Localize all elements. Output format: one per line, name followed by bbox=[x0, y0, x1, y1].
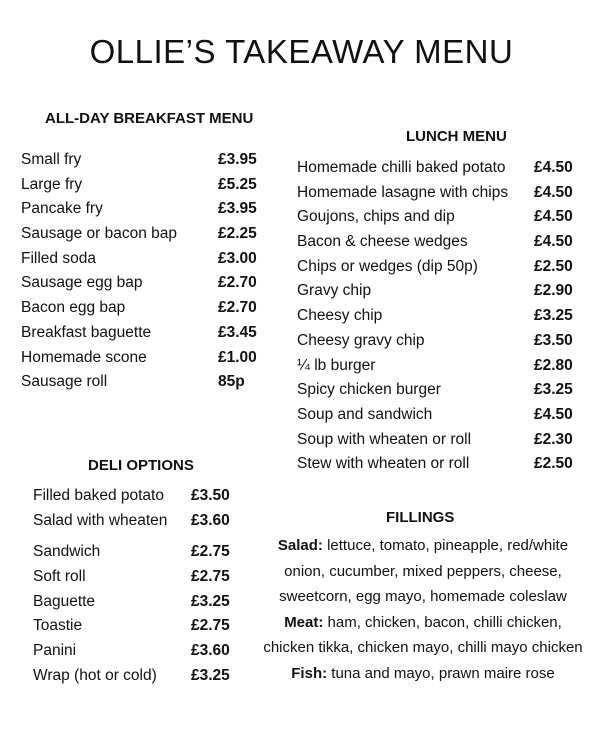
item-name: Soup with wheaten or roll bbox=[297, 430, 472, 448]
menu-item bbox=[33, 667, 253, 692]
item-name: Homemade lasagne with chips bbox=[297, 183, 509, 201]
menu-item bbox=[33, 568, 253, 593]
item-name: Gravy chip bbox=[297, 282, 372, 300]
item-name: Small fry bbox=[21, 151, 82, 168]
meat-text: ham, chicken, bacon, chilli chicken, chicken tikka, chicken mayo, chilli mayo chicken bbox=[263, 613, 583, 657]
salad-text: lettuce, tomato, pineapple, red/white onion, cucumber, mixed peppers, cheese, sweetcorn, egg mayo, homemade coleslaw bbox=[279, 537, 569, 606]
item-name: Wrap (hot or cold) bbox=[33, 666, 157, 684]
item-name: Sausage roll bbox=[21, 373, 108, 391]
item-name: Bacon & cheese wedges bbox=[297, 233, 468, 251]
menu-item bbox=[21, 324, 271, 349]
deli-list bbox=[33, 487, 253, 692]
item-name: ¼ lb burger bbox=[297, 356, 376, 374]
fillings-fish bbox=[262, 661, 584, 687]
item-name: Spicy chicken burger bbox=[297, 381, 441, 399]
item-name: Homemade scone bbox=[21, 348, 147, 366]
item-name: Chips or wedges (dip 50p) bbox=[297, 257, 478, 275]
item-name: Panini bbox=[33, 642, 77, 660]
item-name: Salad with wheaten bbox=[33, 511, 168, 529]
menu-item bbox=[21, 225, 271, 250]
item-price: £5.25 bbox=[218, 175, 257, 193]
item-price: £2.70 bbox=[218, 274, 257, 292]
item-name: Soup and sandwich bbox=[297, 405, 433, 423]
menu-item bbox=[21, 349, 271, 374]
item-price: £3.25 bbox=[191, 592, 230, 610]
item-price: £3.60 bbox=[191, 511, 230, 529]
menu-item bbox=[297, 455, 587, 480]
menu-item bbox=[21, 200, 271, 225]
item-name: Baguette bbox=[33, 592, 96, 610]
salad-label: Salad: bbox=[277, 537, 323, 554]
item-price: £3.95 bbox=[218, 200, 257, 218]
item-price: £2.50 bbox=[534, 455, 573, 473]
item-name: Toastie bbox=[33, 617, 83, 635]
item-name: Filled baked potato bbox=[33, 487, 164, 504]
fish-label: Fish: bbox=[291, 664, 328, 682]
meat-label: Meat: bbox=[284, 613, 324, 631]
item-price: £2.50 bbox=[534, 257, 573, 275]
item-price: £4.50 bbox=[534, 208, 573, 226]
item-price: £2.25 bbox=[218, 225, 257, 243]
item-price: £4.50 bbox=[534, 233, 573, 251]
item-name: Stew with wheaten or roll bbox=[297, 455, 470, 473]
item-price: £1.00 bbox=[218, 348, 257, 366]
item-price: £2.75 bbox=[191, 617, 230, 635]
item-price: £4.50 bbox=[534, 159, 573, 176]
item-price: £2.75 bbox=[191, 568, 230, 586]
item-name: Sausage egg bap bbox=[21, 274, 143, 292]
menu-item bbox=[297, 258, 587, 283]
menu-item bbox=[33, 642, 253, 667]
menu-item bbox=[297, 381, 587, 406]
menu-item bbox=[297, 184, 587, 209]
menu-item bbox=[33, 487, 253, 512]
item-name: Homemade chilli baked potato bbox=[297, 159, 506, 176]
item-name: Soft roll bbox=[33, 568, 86, 586]
fish-text: tuna and mayo, prawn maire rose bbox=[327, 664, 555, 682]
item-name: Pancake fry bbox=[21, 200, 103, 218]
menu-item bbox=[33, 543, 253, 568]
item-name: Cheesy gravy chip bbox=[297, 331, 425, 349]
item-name: Sandwich bbox=[33, 543, 101, 561]
menu-item bbox=[297, 357, 587, 382]
item-price: £2.80 bbox=[534, 356, 573, 374]
item-price: £3.25 bbox=[534, 381, 573, 399]
menu-item bbox=[33, 617, 253, 642]
item-price: 85p bbox=[218, 373, 245, 391]
item-price: £4.50 bbox=[534, 405, 573, 423]
item-name: Large fry bbox=[21, 175, 83, 193]
menu-item bbox=[21, 151, 271, 176]
menu-item bbox=[297, 208, 587, 233]
fillings-heading: FILLINGS bbox=[386, 509, 455, 526]
menu-item bbox=[297, 431, 587, 456]
item-price: £2.70 bbox=[218, 299, 257, 317]
item-name: Goujons, chips and dip bbox=[297, 208, 455, 226]
breakfast-list bbox=[21, 151, 271, 398]
menu-item bbox=[21, 250, 271, 275]
item-price: £2.90 bbox=[534, 282, 573, 300]
item-price: £3.95 bbox=[218, 151, 257, 168]
lunch-list bbox=[297, 159, 587, 480]
item-price: £2.30 bbox=[534, 430, 573, 448]
menu-item bbox=[21, 176, 271, 201]
item-name: Breakfast baguette bbox=[21, 323, 152, 341]
menu-item bbox=[33, 512, 253, 537]
menu-item bbox=[21, 373, 271, 398]
menu-item bbox=[297, 233, 587, 258]
item-price: £3.25 bbox=[534, 307, 573, 325]
menu-item bbox=[21, 274, 271, 299]
fillings-text bbox=[262, 533, 584, 687]
fillings-salad bbox=[262, 533, 584, 610]
lunch-heading: LUNCH MENU bbox=[406, 128, 507, 145]
menu-item bbox=[297, 332, 587, 357]
item-price: £3.50 bbox=[534, 331, 573, 349]
menu-item bbox=[33, 593, 253, 618]
item-price: £3.45 bbox=[218, 323, 257, 341]
deli-heading: DELI OPTIONS bbox=[88, 457, 194, 474]
breakfast-heading: ALL-DAY BREAKFAST MENU bbox=[45, 110, 254, 127]
menu-title: OLLIE’S TAKEAWAY MENU bbox=[89, 33, 514, 70]
item-price: £2.75 bbox=[191, 543, 230, 561]
item-price: £4.50 bbox=[534, 183, 573, 201]
item-price: £3.00 bbox=[218, 249, 257, 267]
fillings-meat bbox=[262, 610, 584, 661]
menu-item bbox=[297, 159, 587, 184]
item-price: £3.25 bbox=[191, 666, 230, 684]
item-name: Cheesy chip bbox=[297, 307, 383, 325]
item-name: Bacon egg bap bbox=[21, 299, 126, 317]
menu-item bbox=[21, 299, 271, 324]
menu-item bbox=[297, 307, 587, 332]
item-name: Filled soda bbox=[21, 249, 96, 267]
item-price: £3.50 bbox=[191, 487, 230, 504]
menu-item bbox=[297, 406, 587, 431]
menu-item bbox=[297, 282, 587, 307]
item-name: Sausage or bacon bap bbox=[21, 225, 177, 243]
item-price: £3.60 bbox=[191, 642, 230, 660]
